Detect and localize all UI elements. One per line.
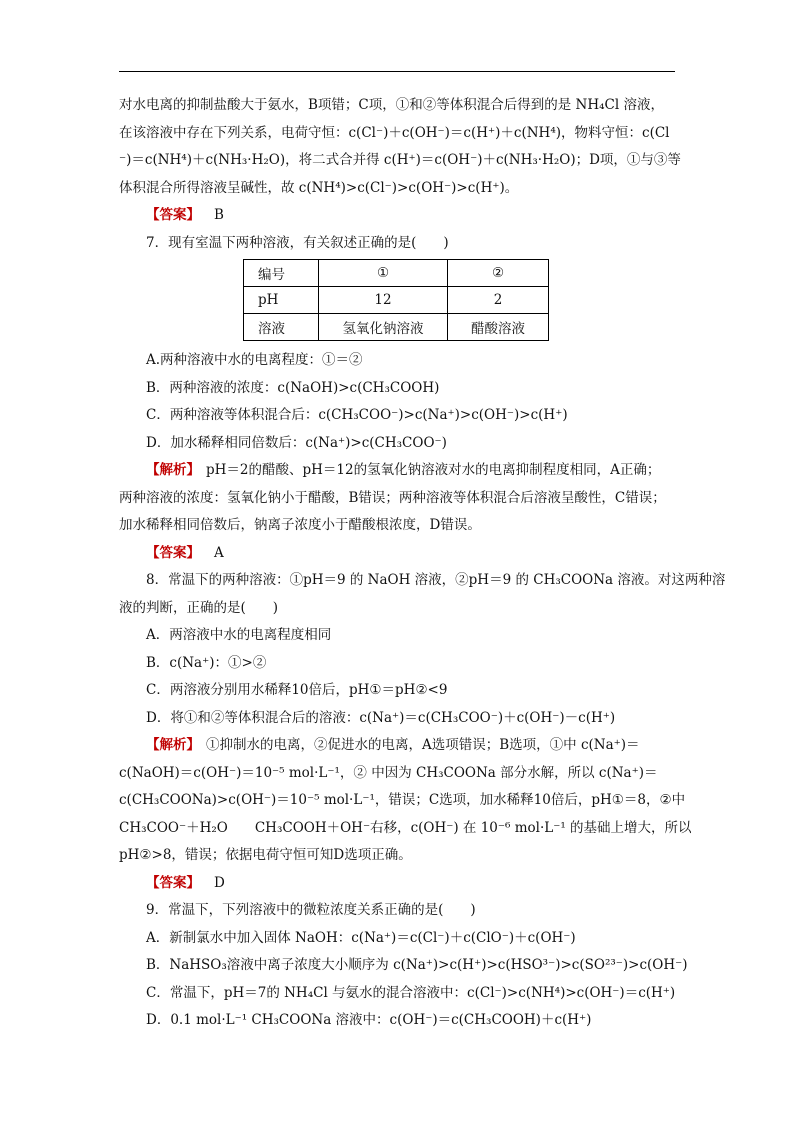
option-d: D．加水稀释相同倍数后：c(Na⁺)>c(CH₃COO⁻)	[146, 434, 447, 451]
analysis-line: 两种溶液的浓度：氢氧化钠小于醋酸，B错误；两种溶液等体积混合后溶液呈酸性，C错误；	[119, 489, 666, 506]
answer-line	[119, 202, 675, 230]
analysis-line: pH②>8，错误；依据电荷守恒可知D选项正确。	[119, 847, 412, 863]
answer-value: D	[214, 874, 225, 891]
question-stem: 8．常温下的两种溶液：①pH＝9 的 NaOH 溶液，②pH＝9 的 CH₃COONa 溶液。对这两种溶	[146, 572, 726, 588]
document-page	[119, 92, 726, 1035]
question-table	[243, 259, 549, 341]
answer-tag: 【答案】	[146, 874, 200, 891]
table-cell: 2	[448, 287, 549, 314]
header-rule	[119, 71, 675, 72]
table-row	[244, 314, 549, 341]
table-cell: pH	[244, 287, 319, 314]
option-d: D．将①和②等体积混合后的溶液：c(Na⁺)＝c(CH₃COO⁻)＋c(OH⁻)－c(H⁺)	[146, 709, 616, 726]
table-cell: ①	[319, 260, 448, 287]
question-stem: 7．现有室温下两种溶液，有关叙述正确的是( )	[146, 234, 449, 251]
answer-tag: 【答案】	[146, 207, 200, 223]
option-a: A．两溶液中水的电离程度相同	[146, 627, 332, 643]
table-cell: 溶液	[244, 314, 319, 341]
question-stem: 液的判断，正确的是( )	[119, 599, 279, 616]
table-cell: 12	[319, 287, 448, 314]
table-cell: 醋酸溶液	[448, 314, 549, 341]
analysis-tag: 【解析】	[146, 462, 200, 478]
table-row	[244, 287, 549, 314]
question-stem: 9．常温下，下列溶液中的微粒浓度关系正确的是( )	[146, 902, 476, 918]
text-line: 体积混合所得溶液呈碱性，故 c(NH⁴)>c(Cl⁻)>c(OH⁻)>c(H⁺)。	[119, 179, 519, 196]
analysis-tag: 【解析】	[146, 737, 200, 753]
option-d: D．0.1 mol·L⁻¹ CH₃COONa 溶液中：c(OH⁻)＝c(CH₃COOH)＋c(H⁺)	[146, 1012, 592, 1028]
analysis-line	[119, 457, 675, 485]
table-cell: ②	[448, 260, 549, 287]
question-table-wrap	[119, 257, 675, 347]
table-row	[244, 260, 549, 287]
analysis-line: CH₃COO⁻＋H₂O CH₃COOH＋OH⁻右移，c(OH⁻) 在 10⁻⁶ mol·L⁻¹ 的基础上增大，所以	[119, 819, 692, 836]
analysis-text: pH＝2的醋酸、pH＝12的氢氧化钠溶液对水的电离抑制程度相同，A正确；	[206, 462, 661, 478]
analysis-line	[119, 732, 675, 760]
option-c: C．两种溶液等体积混合后：c(CH₃COO⁻)>c(Na⁺)>c(OH⁻)>c(H⁺)	[146, 407, 568, 423]
answer-value: B	[214, 207, 224, 223]
option-b: B．c(Na⁺)：①>②	[146, 654, 267, 671]
option-b: B．两种溶液的浓度：c(NaOH)>c(CH₃COOH)	[146, 379, 440, 396]
text-line: 对水电离的抑制盐酸大于氨水，B项错；C项，①和②等体积混合后得到的是 NH₄Cl 溶液，	[119, 97, 664, 113]
option-a: A．新制氯水中加入固体 NaOH：c(Na⁺)＝c(Cl⁻)＋c(ClO⁻)＋c(OH⁻)	[146, 929, 576, 946]
table-cell: 氢氧化钠溶液	[319, 314, 448, 341]
text-line: ⁻)＝c(NH⁴)＋c(NH₃·H₂O)，将二式合并得 c(H⁺)＝c(OH⁻)＋c(NH₃·H₂O)；D项，①与③等	[119, 152, 681, 168]
option-c: C．两溶液分别用水稀释10倍后，pH①＝pH②<9	[146, 682, 448, 698]
option-b: B．NaHSO₃溶液中离子浓度大小顺序为 c(Na⁺)>c(H⁺)>c(HSO³⁻)>c(SO²³⁻)>c(OH⁻)	[146, 957, 688, 973]
option-c: C．常温下，pH＝7的 NH₄Cl 与氨水的混合溶液中：c(Cl⁻)>c(NH⁴)>c(OH⁻)＝c(H⁺)	[146, 984, 676, 1001]
analysis-line: c(NaOH)＝c(OH⁻)＝10⁻⁵ mol·L⁻¹，② 中因为 CH₃COONa 部分水解，所以 c(Na⁺)＝	[119, 764, 658, 781]
text-line: 在该溶液中存在下列关系，电荷守恒：c(Cl⁻)＋c(OH⁻)＝c(H⁺)＋c(NH⁴)，物料守恒：c(Cl	[119, 124, 670, 141]
answer-line	[119, 540, 675, 568]
table-cell: 编号	[244, 260, 319, 287]
answer-tag: 【答案】	[146, 544, 200, 561]
analysis-line: 加水稀释相同倍数后，钠离子浓度小于醋酸根浓度，D错误。	[119, 517, 481, 533]
analysis-line: c(CH₃COONa)>c(OH⁻)＝10⁻⁵ mol·L⁻¹，错误；C选项，加水稀释10倍后，pH①＝8，②中	[119, 792, 686, 808]
answer-value: A	[214, 544, 224, 561]
option-a: A.两种溶液中水的电离程度：①＝②	[146, 352, 363, 368]
answer-line	[119, 870, 675, 898]
analysis-text: ①抑制水的电离，②促进水的电离，A选项错误；B选项，①中 c(Na⁺)＝	[206, 737, 640, 753]
